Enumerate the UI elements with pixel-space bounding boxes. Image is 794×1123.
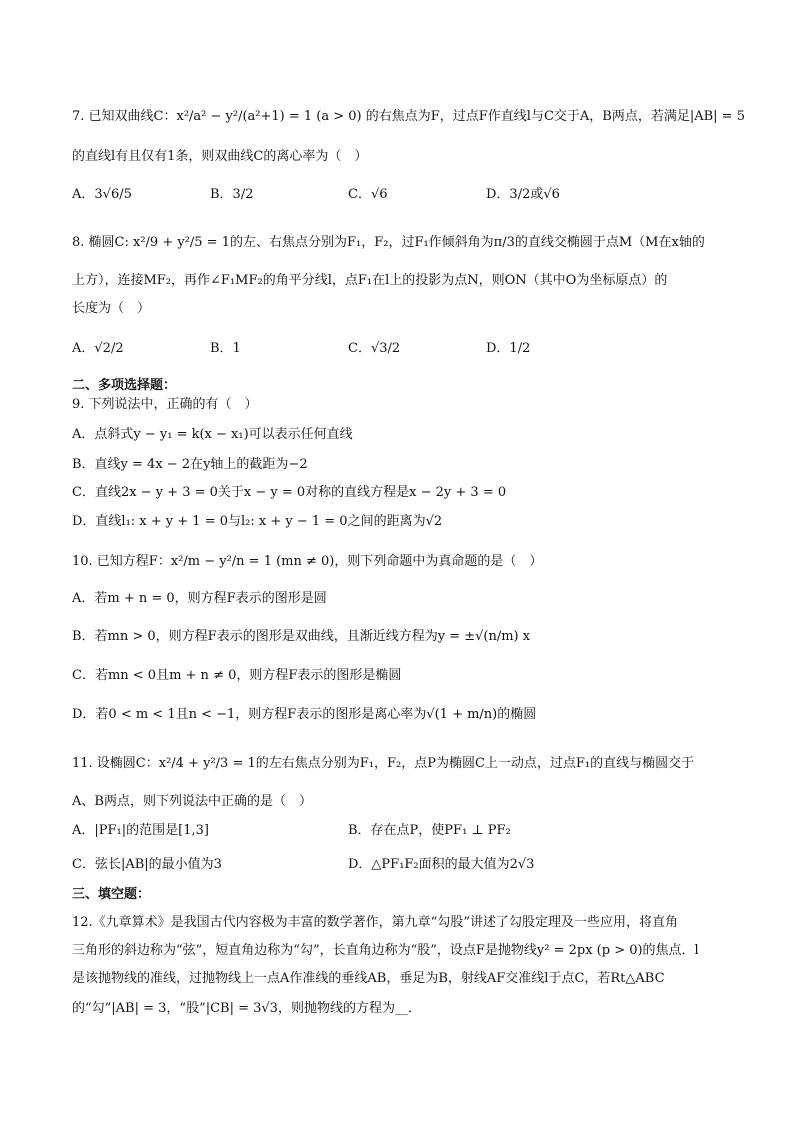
q8-line2: 上方），连接MF₂，再作∠F₁MF₂的角平分线l，点F₁在l上的投影为点N，则ON（其中O为坐标原点）的: [72, 273, 668, 288]
q10-option-d: D．若0 < m < 1且n < −1，则方程F表示的图形是离心率为√(1 + m/n)的椭圆: [72, 707, 537, 722]
q12-line2: 三角形的斜边称为“弦”，短直角边称为“勾”，长直角边称为“股”，设点F是抛物线y² = 2px (p > 0)的焦点．l: [72, 943, 699, 958]
q8-option-a: A．√2/2: [72, 341, 124, 356]
q10-option-b: B．若mn > 0，则方程F表示的图形是双曲线，且渐近线方程为y = ±√(n/m) x: [72, 629, 531, 644]
q11-line2: A、B两点，则下列说法中正确的是（ ）: [72, 794, 312, 809]
q8-line3: 长度为（ ）: [72, 301, 151, 316]
q11-option-d: D．△PF₁F₂面积的最大值为2√3: [348, 857, 535, 872]
q7-option-a: A．3√6/5: [72, 187, 132, 202]
q12-line4: 的“勾”|AB| = 3，“股”|CB| = 3√3，则抛物线的方程为__．: [72, 1001, 421, 1016]
q7-option-d: D．3/2或√6: [486, 187, 560, 202]
q9-option-c: C．直线2x − y + 3 = 0关于x − y = 0对称的直线方程是x − 2y + 3 = 0: [72, 485, 507, 500]
q9-option-b: B．直线y = 4x − 2在y轴上的截距为−2: [72, 457, 308, 472]
q10-option-a: A．若m + n = 0，则方程F表示的图形是圆: [72, 591, 327, 606]
q10-stem: 10. 已知方程F：x²/m − y²/n = 1 (mn ≠ 0)，则下列命题中为真命题的是（ ）: [72, 554, 543, 569]
q7-line2: 的直线l有且仅有1条，则双曲线C的离心率为（ ）: [72, 149, 368, 164]
q11-line1: 11. 设椭圆C：x²/4 + y²/3 = 1的左右焦点分别为F₁，F₂，点P为椭圆C上一动点，过点F₁的直线与椭圆交于: [72, 756, 695, 771]
q9-option-d: D．直线l₁: x + y + 1 = 0与l₂: x + y − 1 = 0之间的距离为√2: [72, 514, 443, 529]
q9-stem: 9. 下列说法中，正确的有（ ）: [72, 397, 258, 412]
q7-line1: 7. 已知双曲线C：x²/a² − y²/(a²+1) = 1 (a > 0) 的右焦点为F，过点F作直线l与C交于A，B两点，若满足|AB| = 5: [72, 109, 745, 124]
q7-option-c: C．√6: [348, 187, 388, 202]
q9-option-a: A．点斜式y − y₁ = k(x − x₁)可以表示任何直线: [72, 427, 353, 442]
q12-line3: 是该抛物线的准线，过抛物线上一点A作准线的垂线AB，垂足为B，射线AF交准线l于点C，若Rt△ABC: [72, 971, 665, 986]
q8-option-b: B．1: [210, 341, 241, 356]
q12-line1: 12.《九章算术》是我国古代内容极为丰富的数学著作，第九章“勾股”讲述了勾股定理及一些应用，将直角: [72, 915, 678, 930]
q8-option-c: C．√3/2: [348, 341, 401, 356]
q8-option-d: D．1/2: [486, 341, 531, 356]
q8-line1: 8. 椭圆C: x²/9 + y²/5 = 1的左、右焦点分别为F₁，F₂，过F₁作倾斜角为π/3的直线交椭圆于点M（M在x轴的: [72, 235, 705, 250]
q11-option-b: B．存在点P，使PF₁ ⊥ PF₂: [348, 823, 511, 838]
section-fill-in-heading: 三、填空题：: [72, 887, 151, 902]
q11-option-a: A．|PF₁|的范围是[1,3]: [72, 823, 209, 838]
q7-option-b: B．3/2: [210, 187, 254, 202]
section-multiple-choice-heading: 二、多项选择题：: [72, 378, 177, 393]
q11-option-c: C．弦长|AB|的最小值为3: [72, 857, 222, 872]
q10-option-c: C．若mn < 0且m + n ≠ 0，则方程F表示的图形是椭圆: [72, 668, 402, 683]
